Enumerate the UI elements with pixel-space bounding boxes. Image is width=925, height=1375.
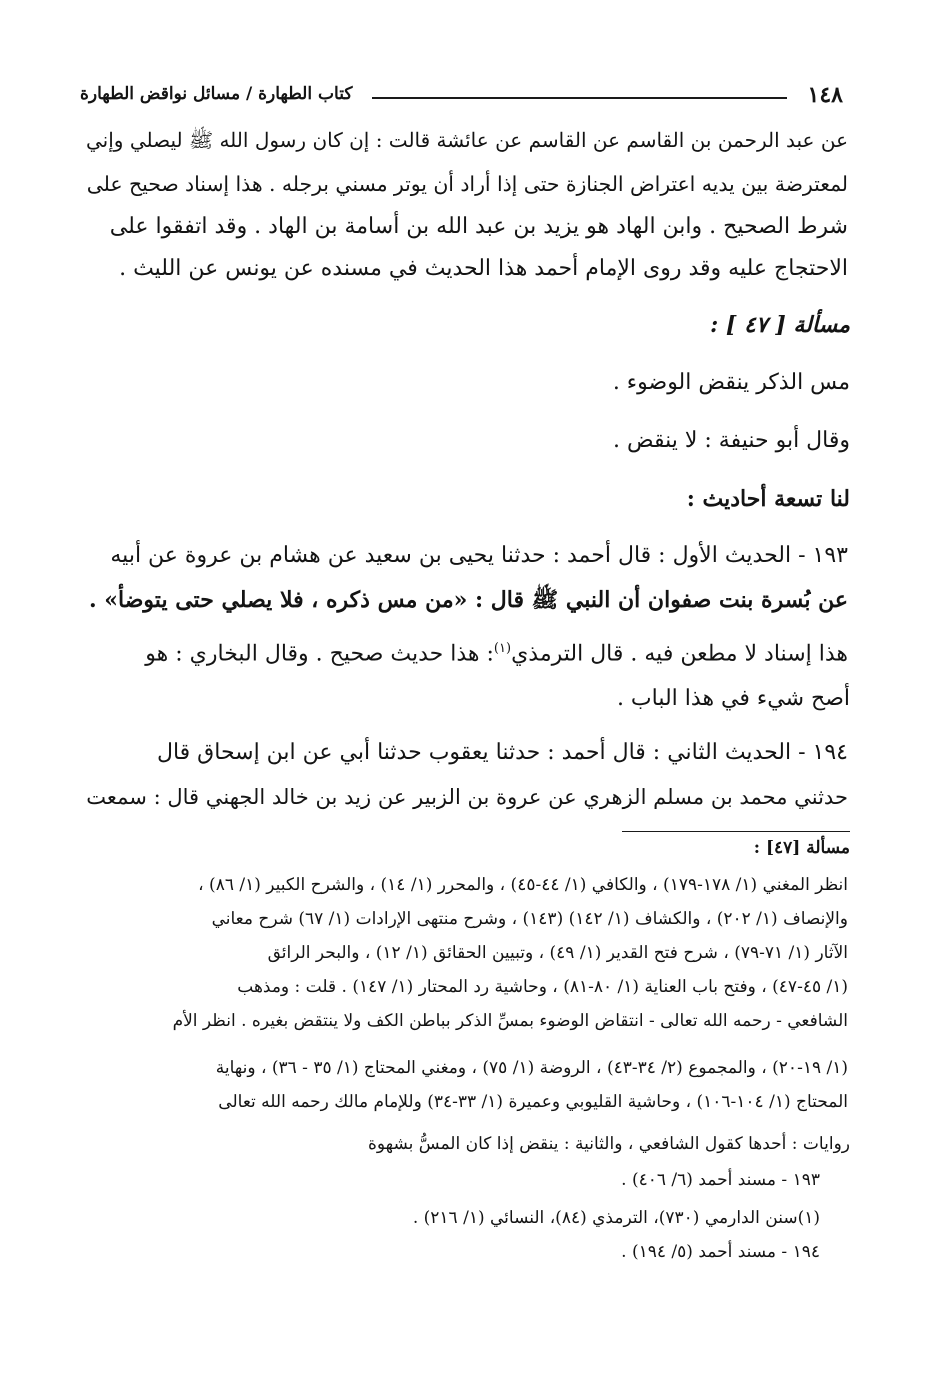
- nine-hadith-heading: لنا تسعة أحاديث :: [686, 486, 850, 512]
- hadith-194-line-1: ١٩٤ - الحديث الثاني : قال أحمد : حدثنا يعقوب حدثنا أبي عن ابن إسحاق قال: [156, 740, 848, 765]
- footnote-line-6: (١/ ١٩-٢٠) ، والمجموع (٢/ ٣٤-٤٣) ، الروضة (١/ ٧٥) ، ومغني المحتاج (١/ ٣٥ - ٣٦) ، ونهاية: [215, 1058, 848, 1078]
- running-title: كتاب الطهارة / مسائل نواقض الطهارة: [80, 84, 353, 104]
- footnote-ref-193: ١٩٣ - مسند أحمد (٦/ ٤٠٦) .: [621, 1170, 820, 1190]
- hadith-193-line-1: ١٩٣ - الحديث الأول : قال أحمد : حدثنا يحيى بن سعيد عن هشام بن عروة عن أبيه: [110, 543, 848, 568]
- footnote-line-7: المحتاج (١/ ١٠٤-١٠٦) ، وحاشية القليوبي وعميرة (١/ ٣٣-٣٤) وللإمام مالك رحمه الله تعالى: [218, 1092, 848, 1112]
- footnote-divider: [622, 831, 850, 832]
- hadith-193-line-2: عن بُسرة بنت صفوان أن النبي ﷺ قال : «من مس ذكره ، فلا يصلي حتى يتوضأ» .: [88, 587, 848, 613]
- body-line-1: عن عبد الرحمن بن القاسم عن القاسم عن عائشة قالت : إن كان رسول الله ﷺ ليصلي وإني: [86, 128, 848, 152]
- footnote-ref-1: (١): [493, 641, 512, 656]
- abu-hanifa-opinion: وقال أبو حنيفة : لا ينقض .: [613, 428, 850, 453]
- footnote-ref-1-sources: (١)سنن الدارمي (٧٣٠)، الترمذي (٨٤)، النسائي (١/ ٢١٦) .: [412, 1208, 820, 1228]
- footnote-ref-194: ١٩٤ - مسند أحمد (٥/ ١٩٤) .: [621, 1242, 820, 1262]
- footnote-line-3: الآثار (١/ ٧١-٧٩) ، شرح فتح القدير (١/ ٤٩) ، وتبيين الحقائق (١/ ١٢) ، والبحر الرائق: [267, 943, 848, 963]
- footnote-line-2: والإنصاف (١/ ٢٠٢) ، والكشاف (١/ ١٤٢) (١٤٣) ، وشرح منتهى الإرادات (١/ ٦٧) شرح معاني: [211, 909, 848, 929]
- body-line-4: الاحتجاج عليه وقد روى الإمام أحمد هذا الحديث في مسنده عن يونس عن الليث .: [119, 256, 848, 281]
- footnote-line-5: الشافعي - رحمه الله تعالى - انتقاض الوضوء بمسِّ الذكر بباطن الكف ولا ينتقض بغيره . انظر الأم: [172, 1011, 848, 1031]
- footnote-line-4: (١/ ٤٥-٤٧) ، وفتح باب العناية (١/ ٨٠-٨١) ، وحاشية رد المحتار (١/ ١٤٧) . قلت : ومذهب: [237, 977, 848, 997]
- header-rule: [372, 97, 787, 99]
- footnote-line-8: روايات : أحدها كقول الشافعي ، والثانية : ينقض إذا كان المسُّ بشهوة: [367, 1134, 850, 1154]
- page-number: ١٤٨: [807, 82, 843, 108]
- hadith-commentary-line-1: [78, 641, 848, 666]
- footnote-heading: مسألة [٤٧] :: [753, 838, 850, 858]
- body-line-3: شرط الصحيح . وابن الهاد هو يزيد بن عبد الله بن أسامة بن الهاد . وقد اتفقوا على: [109, 214, 848, 239]
- hadith-194-line-2: حدثني محمد بن مسلم الزهري عن عروة بن الزبير عن زيد بن خالد الجهني قال : سمعت: [86, 784, 848, 809]
- masala-heading: مسألة [ ٤٧ ] :: [710, 312, 850, 338]
- hadith-commentary-line-2: أصح شيء في هذا الباب .: [616, 686, 850, 711]
- footnote-line-1: انظر المغني (١/ ١٧٨-١٧٩) ، والكافي (١/ ٤٤-٤٥) ، والمحرر (١/ ١٤) ، والشرح الكبير (١/ ٨٦) ،: [198, 875, 848, 895]
- ruling-statement: مس الذكر ينقض الوضوء .: [612, 370, 850, 395]
- commentary-text-a: هذا إسناد لا مطعن فيه . قال الترمذي: [511, 641, 848, 667]
- commentary-text-b: : هذا حديث صحيح . وقال البخاري : هو: [145, 641, 494, 667]
- body-line-2: لمعترضة بين يديه اعتراض الجنازة حتى إذا أراد أن يوتر مسني برجله . هذا إسناد صحيح على: [86, 172, 848, 196]
